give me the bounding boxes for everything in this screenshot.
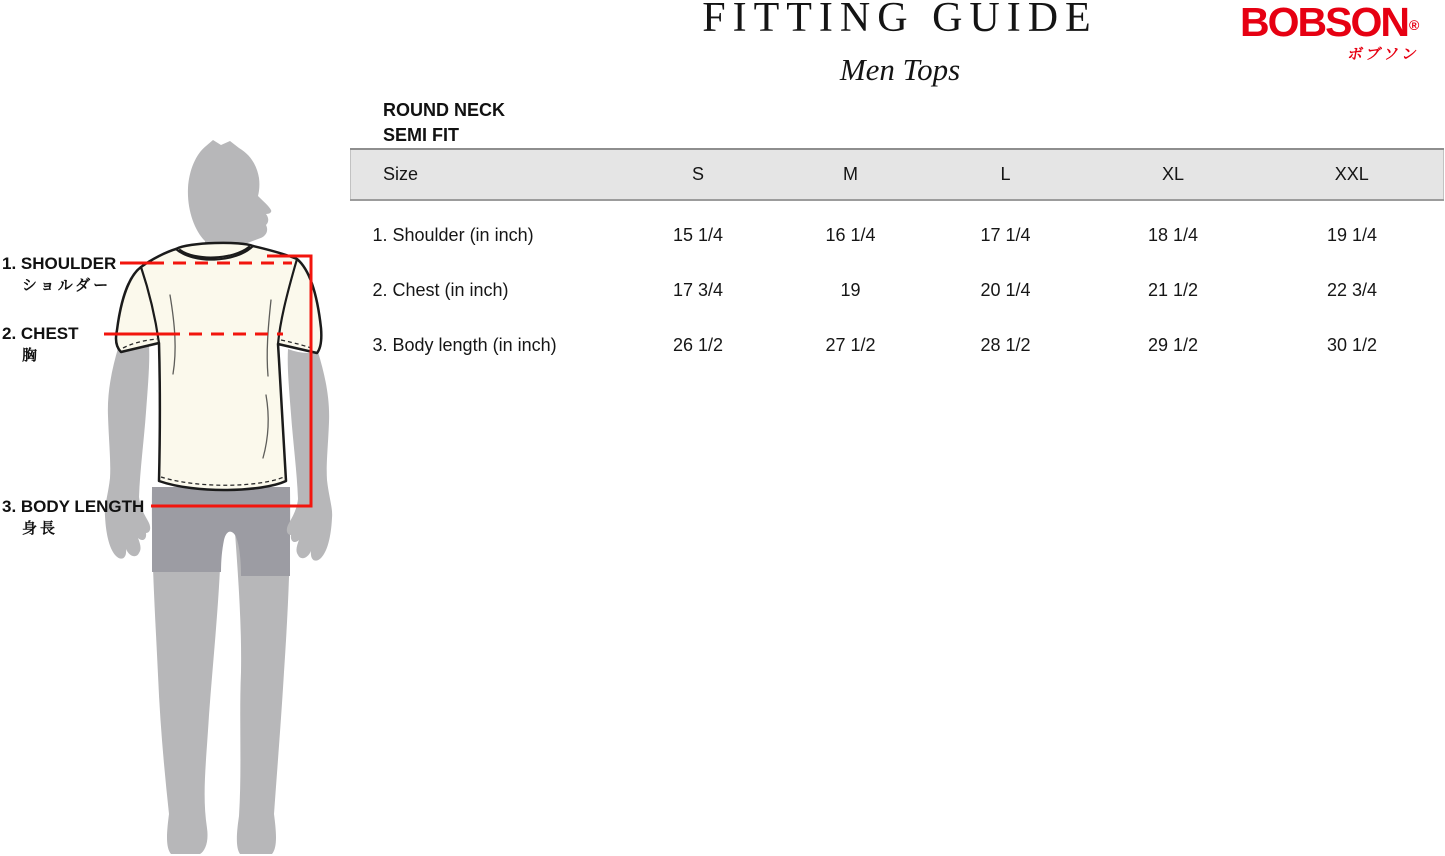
brand-logo [1240, 0, 1440, 64]
size-value-cell: 28 1/2 [980, 335, 1031, 355]
table-row [351, 263, 1444, 318]
size-table [350, 148, 1444, 373]
label-body-length [2, 497, 144, 539]
label-shoulder-jp: ショルダー [22, 277, 112, 294]
registered-mark: ® [1408, 17, 1420, 33]
label-body-length-en: 3. BODY LENGTH [2, 497, 145, 516]
label-shoulder [2, 254, 116, 296]
table-row [351, 318, 1444, 373]
size-column-xl: XL [1161, 164, 1185, 184]
size-value-cell: 19 1/4 [1326, 225, 1378, 245]
size-column-label: Size [351, 149, 621, 200]
size-column-s: S [691, 164, 704, 184]
size-value-cell: 18 1/4 [1147, 225, 1199, 245]
fit-type-line2: SEMI FIT [383, 125, 459, 145]
size-value-cell: 19 [840, 280, 861, 300]
size-value-cell: 20 1/4 [980, 280, 1031, 300]
label-chest-en: 2. CHEST [2, 324, 79, 343]
size-value-cell: 21 1/2 [1147, 280, 1199, 300]
size-value-cell: 27 1/2 [825, 335, 876, 355]
label-shoulder-en: 1. SHOULDER [2, 254, 117, 273]
label-chest [2, 324, 79, 366]
row-label: 1. Shoulder (in inch) [372, 225, 534, 245]
size-value-cell: 15 1/4 [672, 225, 724, 245]
fit-type-line1: ROUND NECK [383, 100, 506, 120]
fit-type-label [383, 98, 505, 148]
row-label: 3. Body length (in inch) [372, 335, 557, 355]
size-table-header [351, 149, 1444, 200]
shorts-silhouette [152, 487, 290, 576]
brand-name: BOBSON® [1240, 0, 1420, 45]
size-column-xxl: XXL [1261, 149, 1444, 200]
size-column-m: M [843, 164, 858, 184]
size-column-l: L [1000, 164, 1011, 184]
brand-katakana: ボブソン [1346, 46, 1422, 63]
right-arm-silhouette [287, 349, 332, 561]
table-row [351, 200, 1444, 263]
fit-model-illustration [0, 0, 360, 856]
label-body-length-jp: 身長 [22, 520, 59, 537]
size-value-cell: 29 1/2 [1147, 335, 1199, 355]
label-chest-jp: 胸 [22, 347, 41, 364]
row-label: 2. Chest (in inch) [372, 280, 509, 300]
size-value-cell: 30 1/2 [1326, 335, 1378, 355]
size-value-cell: 17 1/4 [980, 225, 1031, 245]
size-value-cell: 22 3/4 [1326, 280, 1378, 300]
size-value-cell: 16 1/4 [825, 225, 876, 245]
page-title: FITTING GUIDE [702, 0, 1098, 41]
size-value-cell: 17 3/4 [672, 280, 724, 300]
page-subtitle: Men Tops [839, 52, 961, 87]
size-value-cell: 26 1/2 [672, 335, 724, 355]
